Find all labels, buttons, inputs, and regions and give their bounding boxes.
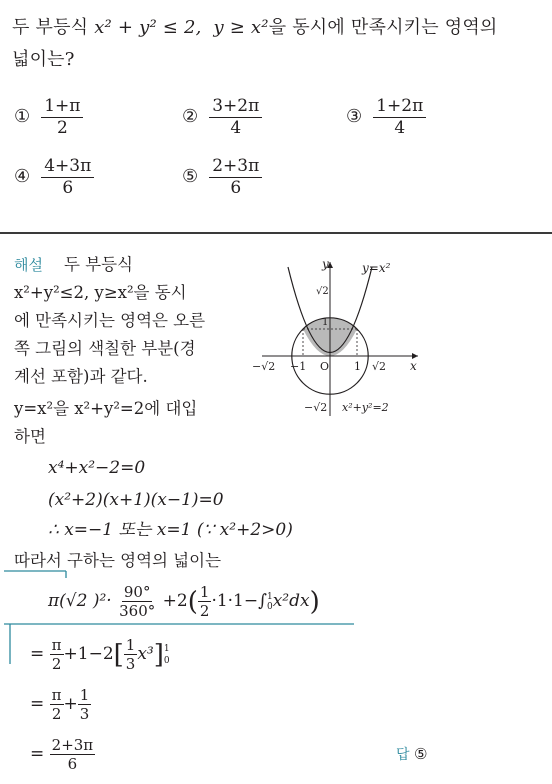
solution-line-4: 계선 포함)과 같다. [14, 367, 148, 386]
step-3-num: 2+3π [51, 736, 94, 754]
choice-4-numerator: 4+3π [41, 156, 94, 178]
choice-3-denominator: 4 [394, 118, 406, 138]
choice-2-denominator: 4 [230, 118, 242, 138]
neg-sqrt2-label: −√2 [252, 360, 276, 373]
step-3-den: 6 [67, 755, 78, 773]
answer-value: ⑤ [413, 745, 428, 763]
area-frac-den: 360° [119, 602, 156, 620]
solution-line-5: y=x²을 x²+y²=2에 대입 [14, 399, 198, 418]
choice-2-fraction [209, 96, 262, 139]
pos-sqrt2-label: √2 [372, 360, 387, 373]
bracket-close: ] [153, 640, 164, 670]
circle-label: x²+y²=2 [342, 401, 389, 414]
step-2-frac-2 [78, 686, 92, 723]
bracket-upper: 1 [163, 643, 170, 654]
choice-5[interactable] [182, 156, 262, 199]
answer-label: 답 [396, 747, 410, 763]
choice-2[interactable] [182, 96, 262, 139]
step-1-frac-2 [124, 636, 138, 673]
question-line-2: 넓이는? [12, 49, 75, 70]
choice-1[interactable] [14, 96, 83, 139]
area-intro: 따라서 구하는 영역의 넓이는 [14, 551, 222, 570]
equation-1: x⁴+x²−2=0 [48, 458, 146, 478]
y-neg-sqrt2-label: −√2 [304, 401, 328, 414]
solution-line-2: 에 만족시키는 영역은 오른 [14, 311, 206, 330]
choice-5-numerator: 2+3π [209, 156, 262, 178]
question-suffix: 을 동시에 만족시키는 영역의 [268, 17, 498, 38]
integral-lower: 0 [266, 601, 273, 612]
choice-1-numerator: 1+π [41, 96, 83, 118]
problem-section [0, 0, 552, 232]
bracket-lower: 0 [163, 655, 170, 666]
left-paren: ( [187, 587, 198, 617]
pos1-label: 1 [354, 360, 361, 373]
solution-line-1: x²+y²≤2, y≥x²을 동시 [14, 283, 187, 302]
step-2-frac-1 [50, 686, 64, 723]
y-one-label: 1 [322, 317, 329, 328]
choice-3-numerator: 1+2π [373, 96, 426, 118]
step-3-fraction [50, 736, 96, 773]
axis-y-label: y [322, 257, 329, 271]
choice-4-denominator: 6 [62, 178, 74, 198]
area-expr-mid: +2 [162, 591, 188, 611]
y-sqrt2-label: √2 [316, 286, 329, 297]
area-frac-num: 90° [123, 583, 151, 601]
answer-badge [396, 744, 427, 764]
axis-x-label: x [410, 359, 417, 373]
step-1-equals: = [30, 644, 45, 664]
origin-label: O [320, 360, 330, 373]
region-graph [250, 256, 430, 424]
step-2-frac-2-den: 3 [79, 705, 90, 723]
step-1-frac-1 [50, 636, 64, 673]
step-1-frac-2-den: 3 [125, 655, 136, 673]
solution-line-6: 하면 [14, 427, 46, 446]
step-2-equals: = [30, 694, 45, 714]
choice-1-fraction [41, 96, 83, 139]
inequality-2: y ≥ x² [213, 17, 269, 38]
solution-text-0: 두 부등식 [63, 255, 133, 274]
half-den: 2 [199, 602, 210, 620]
choice-4-fraction [41, 156, 94, 199]
step-2 [30, 686, 91, 723]
solution-line-0 [14, 252, 133, 278]
choice-5-number: ⑤ [182, 166, 199, 187]
bracket-open: [ [113, 640, 124, 670]
step-1-mid: +1−2 [63, 644, 114, 664]
choice-3[interactable] [346, 96, 426, 139]
parabola-label: y=x² [362, 261, 391, 275]
choice-1-denominator: 2 [56, 118, 68, 138]
choice-3-fraction [373, 96, 426, 139]
choice-4-number: ④ [14, 166, 31, 187]
choice-5-fraction [209, 156, 262, 199]
step-1-frac-1-den: 2 [51, 655, 62, 673]
integrand: x²dx [272, 591, 310, 611]
area-angle-fraction [117, 583, 157, 620]
step-1-frac-1-num: π [51, 636, 62, 654]
choice-3-number: ③ [346, 106, 363, 127]
bracket-limits [164, 643, 170, 667]
integral-upper: 1 [266, 591, 273, 602]
area-expression [48, 583, 320, 620]
step-3 [30, 736, 95, 773]
question-prefix: 두 부등식 [12, 17, 95, 38]
step-2-frac-2-num: 1 [79, 686, 90, 704]
neg1-label: −1 [290, 360, 307, 373]
equation-3: ∴ x=−1 또는 x=1 (∵ x²+2>0) [48, 520, 293, 540]
equation-2: (x²+2)(x+1)(x−1)=0 [48, 490, 224, 510]
step-3-equals: = [30, 744, 45, 764]
half-num: 1 [199, 583, 210, 601]
choice-2-numerator: 3+2π [209, 96, 262, 118]
question-line-1 [12, 14, 498, 42]
step-2-frac-1-num: π [51, 686, 62, 704]
choice-1-number: ① [14, 106, 31, 127]
step-1-tail: x³ [137, 644, 154, 664]
section-divider [0, 232, 552, 234]
step-1 [30, 636, 170, 673]
inequality-1: x² + y² ≤ 2, [94, 17, 202, 38]
solution-line-3: 쪽 그림의 색칠한 부분(경 [14, 339, 196, 358]
choice-4[interactable] [14, 156, 94, 199]
solution-label: 해설 [14, 256, 43, 274]
right-paren: ) [309, 587, 320, 617]
area-expr-prefix: π(√2 )²· [48, 591, 112, 611]
choice-2-number: ② [182, 106, 199, 127]
step-2-frac-1-den: 2 [51, 705, 62, 723]
area-expr-tail: ·1·1−∫ [211, 591, 267, 611]
step-1-frac-2-num: 1 [125, 636, 136, 654]
choice-5-denominator: 6 [230, 178, 242, 198]
half-fraction [198, 583, 212, 620]
step-2-plus: + [63, 694, 78, 714]
